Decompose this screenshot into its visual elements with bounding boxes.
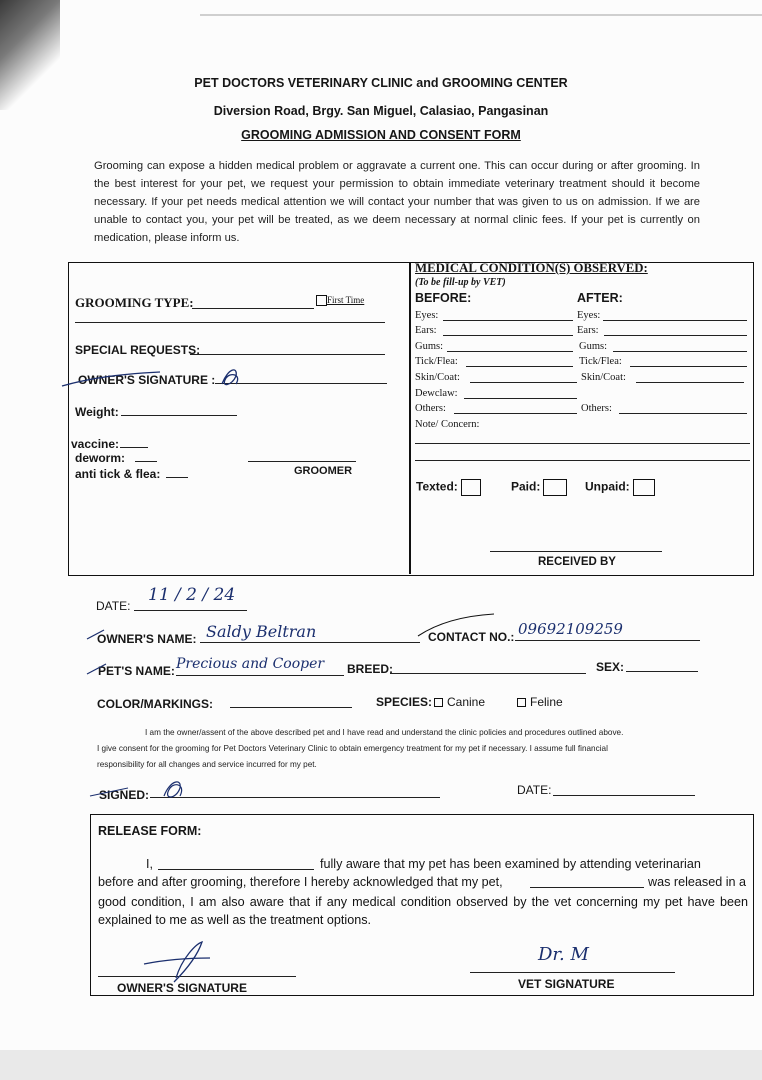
contact-field[interactable] (515, 640, 700, 641)
consent-line-3: responsibility for all changes and service incurred for my pet. (97, 760, 317, 769)
medical-subtitle: (To be fill-up by VET) (415, 277, 506, 288)
before-skincoat-label: Skin/Coat: (415, 372, 460, 383)
texted-option[interactable] (416, 479, 481, 496)
sex-field[interactable] (626, 671, 698, 672)
grooming-type-label: GROOMING TYPE: (75, 295, 194, 310)
anti-tick-label: anti tick & flea: (75, 467, 161, 481)
contact-value: 09692109259 (518, 620, 623, 638)
release-text-3: was released in a (648, 875, 747, 889)
contact-check-mark (416, 612, 496, 638)
consent-line-1: I am the owner/assent of the above described pet and I have read and understand the clinic policies and procedures outlined above. (145, 728, 624, 737)
after-gums-field[interactable] (613, 351, 747, 352)
paid-option[interactable] (511, 479, 567, 496)
clinic-address: Diversion Road, Brgy. San Miguel, Calasiao, Pangasinan (213, 104, 549, 118)
received-by-line[interactable] (490, 551, 662, 552)
note-line-1[interactable] (415, 443, 750, 444)
release-name-field[interactable] (158, 869, 314, 870)
before-eyes-field[interactable] (443, 320, 573, 321)
release-pet-field[interactable] (530, 887, 644, 888)
before-eyes-label: Eyes: (415, 310, 439, 321)
signed-label: SIGNED: (99, 788, 150, 802)
release-text-2: before and after grooming, therefore I hereby acknowledged that my pet, (98, 875, 503, 889)
date-label: DATE: (96, 599, 131, 613)
canine-option[interactable] (434, 695, 485, 709)
after-skincoat-field[interactable] (636, 382, 744, 383)
intro-paragraph: Grooming can expose a hidden medical problem or aggravate a current one. This can occur during or after grooming. In the best interest for your pet, we request your permission to obtain immediate veterinary treatment should it become necessary. If your pet needs medical attention we will contact your number that was given to us on admission. If we are unable to contact you, your pet will be treated, as we deem necessary at normal clinic fees. If your pet is currently on medication, please inform us. (94, 160, 700, 244)
pet-name-value: Precious and Cooper (176, 656, 325, 672)
release-text-4: good condition, I am also aware that if any medical condition observed by the vet concerning my pet have been explained to me as well as the treatment options. (98, 895, 748, 927)
owner-name-check-mark (86, 627, 106, 643)
date-value: 11 / 2 / 24 (148, 585, 236, 605)
owner-name-field[interactable] (200, 642, 420, 643)
after-heading: AFTER: (577, 291, 623, 305)
after-skincoat-label: Skin/Coat: (581, 372, 626, 383)
clinic-name: PET DOCTORS VETERINARY CLINIC and GROOMING CENTER (194, 76, 568, 90)
received-by-label: RECEIVED BY (538, 556, 616, 568)
after-others-label: Others: (581, 403, 612, 414)
contact-label: CONTACT NO.: (428, 630, 515, 644)
unpaid-checkbox[interactable] (633, 479, 655, 496)
canine-label: Canine (447, 695, 486, 709)
weight-field[interactable] (121, 415, 237, 416)
before-skincoat-field[interactable] (470, 382, 577, 383)
medical-title: MEDICAL CONDITION(S) OBSERVED: (415, 261, 648, 275)
feline-option[interactable] (517, 695, 563, 709)
before-ears-field[interactable] (443, 335, 573, 336)
special-requests-label: SPECIAL REQUESTS: (75, 343, 201, 357)
anti-tick-field[interactable] (166, 477, 188, 478)
after-gums-label: Gums: (579, 341, 608, 352)
before-gums-field[interactable] (447, 351, 573, 352)
canine-checkbox[interactable] (434, 698, 443, 707)
release-text-1: fully aware that my pet has been examined by attending veterinarian (320, 857, 701, 871)
pet-name-label: PET'S NAME: (98, 664, 175, 678)
breed-field[interactable] (390, 673, 586, 674)
after-tickflea-label: Tick/Flea: (579, 356, 622, 367)
texted-checkbox[interactable] (461, 479, 481, 496)
release-form-title: RELEASE FORM: (98, 824, 202, 838)
form-title: GROOMING ADMISSION AND CONSENT FORM (241, 128, 521, 142)
after-tickflea-field[interactable] (630, 366, 747, 367)
after-eyes-label: Eyes: (577, 310, 601, 321)
vaccine-label: vaccine: (71, 437, 120, 451)
first-time-label: First Time (327, 295, 365, 305)
release-i: I, (146, 857, 153, 871)
consent-line-2: I give consent for the grooming for Pet Doctors Veterinary Clinic to obtain emergency treatment for my pet if necessary. I assume full financial (97, 744, 608, 753)
unpaid-label: Unpaid: (585, 479, 630, 494)
after-others-field[interactable] (619, 413, 747, 414)
before-others-field[interactable] (454, 413, 577, 414)
deworm-label: deworm: (75, 451, 126, 465)
first-time-checkbox[interactable] (316, 295, 327, 306)
paid-checkbox[interactable] (543, 479, 567, 496)
paper-edge (200, 14, 762, 16)
first-time-option[interactable] (316, 295, 364, 306)
release-owner-signature-label: OWNER'S SIGNATURE (117, 981, 247, 995)
before-others-label: Others: (415, 403, 446, 414)
after-eyes-field[interactable] (603, 320, 747, 321)
color-markings-field[interactable] (230, 707, 352, 708)
groomer-signature-line[interactable] (248, 461, 356, 462)
before-ears-label: Ears: (415, 325, 437, 336)
after-ears-label: Ears: (577, 325, 599, 336)
owner-signature-label: OWNER'S SIGNATURE : (78, 373, 216, 387)
note-line-2[interactable] (415, 460, 750, 461)
pet-name-check-mark (86, 660, 108, 678)
owner-name-label: OWNER'S NAME: (97, 632, 197, 646)
feline-checkbox[interactable] (517, 698, 526, 707)
vet-signature-label: VET SIGNATURE (518, 977, 615, 991)
scan-shadow (0, 0, 60, 110)
before-heading: BEFORE: (415, 291, 472, 305)
before-tickflea-label: Tick/Flea: (415, 356, 458, 367)
box-divider (409, 263, 411, 574)
consent-date-field[interactable] (553, 795, 695, 796)
deworm-field[interactable] (135, 461, 157, 462)
dewclaw-field[interactable] (464, 398, 577, 399)
special-requests-field[interactable] (190, 354, 385, 355)
groomer-label: GROOMER (294, 465, 353, 477)
breed-label: BREED: (347, 662, 394, 676)
grooming-type-field[interactable] (192, 308, 314, 309)
dewclaw-label: Dewclaw: (415, 388, 458, 399)
color-markings-label: COLOR/MARKINGS: (97, 697, 213, 711)
note-label: Note/ Concern: (415, 419, 480, 430)
sex-label: SEX: (596, 660, 625, 674)
consent-date-label: DATE: (517, 783, 552, 797)
weight-label: Weight: (75, 405, 119, 419)
grooming-type-line-2[interactable] (75, 322, 385, 323)
feline-label: Feline (530, 695, 563, 709)
owner-signature-scribble (60, 364, 245, 392)
vet-signature-line[interactable] (470, 972, 675, 973)
vet-signature-value: Dr. M (538, 944, 589, 965)
species-label: SPECIES: (376, 695, 433, 709)
vaccine-field[interactable] (120, 447, 148, 448)
owner-name-value: Saldy Beltran (206, 622, 317, 641)
paid-label: Paid: (511, 479, 541, 494)
before-gums-label: Gums: (415, 341, 444, 352)
after-ears-field[interactable] (604, 335, 747, 336)
texted-label: Texted: (416, 479, 458, 494)
signed-signature (88, 776, 198, 802)
before-tickflea-field[interactable] (466, 366, 573, 367)
date-field[interactable] (134, 610, 247, 611)
pet-name-field[interactable] (176, 675, 344, 676)
unpaid-option[interactable] (585, 479, 655, 496)
